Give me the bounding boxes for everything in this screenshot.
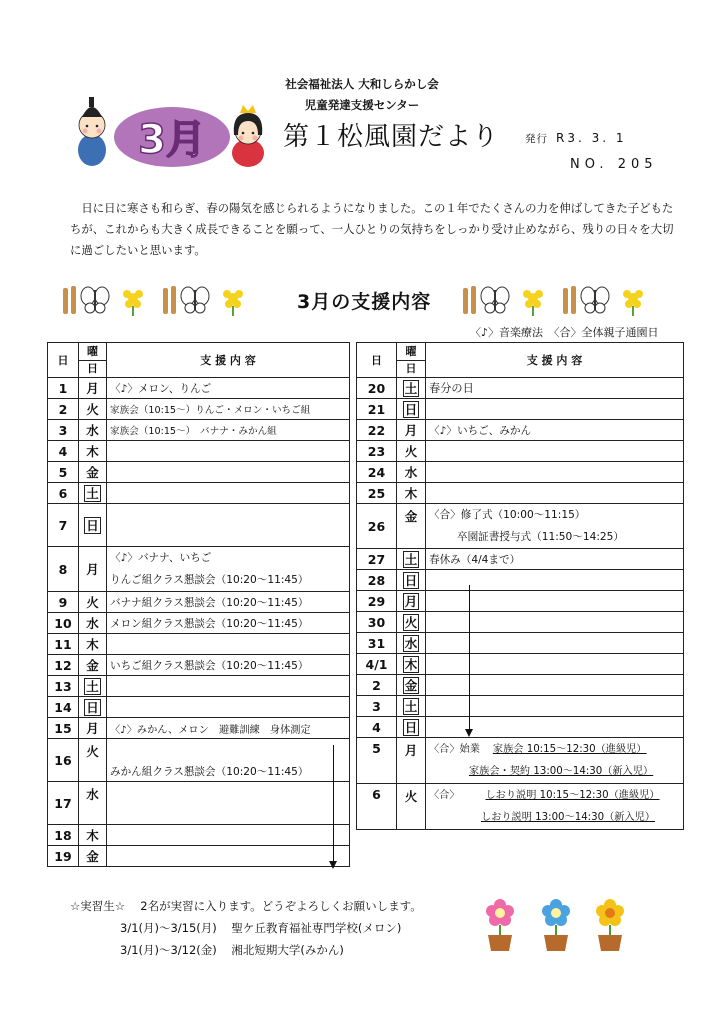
princess-doll-icon <box>232 105 264 167</box>
table-cell <box>426 591 684 612</box>
table-cell: バナナ組クラス懇談会（10:20～11:45） <box>107 592 350 613</box>
table-cell: 22 <box>357 420 397 441</box>
potted-flower-icon <box>542 899 570 951</box>
table-row <box>357 784 684 830</box>
center-name: 児童発達支援センター <box>304 98 420 112</box>
table-row <box>48 782 350 825</box>
table-cell: 土 <box>79 483 107 504</box>
schedule-table-right <box>356 342 684 830</box>
table-cell: 金 <box>79 846 107 867</box>
hina-dolls-badge <box>72 95 272 170</box>
table-cell <box>107 483 350 504</box>
table-cell: 21 <box>357 399 397 420</box>
table-cell: 2 <box>48 399 79 420</box>
table-cell: 日 <box>79 697 107 718</box>
tsukushi-icon <box>63 286 76 314</box>
table-cell: 水 <box>397 633 426 654</box>
table-cell: 24 <box>357 462 397 483</box>
table-cell <box>107 825 350 846</box>
table-cell <box>107 782 350 825</box>
table-row <box>357 378 684 399</box>
table-row <box>48 634 350 655</box>
table-cell: 8 <box>48 547 79 592</box>
table-cell: 6 <box>357 784 397 830</box>
table-row <box>357 462 684 483</box>
table-row <box>48 718 350 739</box>
table-cell: 春分の日 <box>426 378 684 399</box>
table-cell: 3 <box>48 420 79 441</box>
table-cell: 木 <box>397 483 426 504</box>
table-cell: 2 <box>357 675 397 696</box>
potted-flower-icon <box>486 899 514 951</box>
table-cell: 3 <box>357 696 397 717</box>
table-row <box>48 613 350 634</box>
table-row <box>48 846 350 867</box>
arrow-spring-break <box>469 585 470 731</box>
table-row <box>357 591 684 612</box>
table-cell: 16 <box>48 739 79 782</box>
table-cell <box>107 462 350 483</box>
potted-flowers <box>478 895 638 955</box>
newsletter-title: 第１松風園だより <box>283 122 500 152</box>
col-header-content: 支 援 内 容 <box>107 343 350 378</box>
table-cell: 31 <box>357 633 397 654</box>
table-cell: 15 <box>48 718 79 739</box>
table-cell: 水 <box>79 782 107 825</box>
table-cell: 26 <box>357 504 397 549</box>
arrow-left-table <box>333 745 334 863</box>
table-cell: 土 <box>397 378 426 399</box>
col-header-day: 日 <box>357 343 397 378</box>
table-row <box>48 592 350 613</box>
org-name: 社会福祉法人 大和しらかし会 <box>285 77 439 91</box>
rapeseed-flower-icon <box>123 290 143 316</box>
table-cell <box>107 676 350 697</box>
table-row <box>48 462 350 483</box>
table-row <box>48 504 350 547</box>
table-cell: いちご組クラス懇談会（10:20～11:45） <box>107 655 350 676</box>
table-cell: 家族会（10:15～）りんご・メロン・いちご組 <box>107 399 350 420</box>
schedule-table-left <box>47 342 350 867</box>
table-cell: 金 <box>79 462 107 483</box>
col-header-weekday: 曜 日 <box>79 343 107 378</box>
table-cell: 月 <box>79 378 107 399</box>
table-row <box>48 825 350 846</box>
table-row <box>48 378 350 399</box>
table-cell: 27 <box>357 549 397 570</box>
issue-date: R3. 3. 1 <box>556 131 627 145</box>
table-row <box>357 612 684 633</box>
butterfly-icon <box>81 287 109 313</box>
table-cell: 17 <box>48 782 79 825</box>
table-row <box>357 654 684 675</box>
table-cell: 火 <box>397 612 426 633</box>
table-cell <box>107 441 350 462</box>
table-cell <box>426 483 684 504</box>
table-row <box>48 441 350 462</box>
table-cell <box>426 612 684 633</box>
table-cell: 木 <box>79 825 107 846</box>
intro-paragraph: 日に日に寒さも和らぎ、春の陽気を感じられるようになりました。この１年でたくさんの力を伸ばしてきた子どもたちが、これからも大きく成長できることを願って、一人ひとりの気持ちをしっかり受け止めながら、残りの日々を大切に過ごしたいと思います。 <box>70 201 674 257</box>
table-row <box>48 697 350 718</box>
table-cell: 土 <box>397 549 426 570</box>
table-cell: 4/1 <box>357 654 397 675</box>
table-cell: 月 <box>397 738 426 784</box>
table-row <box>357 504 684 549</box>
table-cell <box>107 846 350 867</box>
table-cell: 木 <box>79 441 107 462</box>
table-cell: 28 <box>357 570 397 591</box>
table-cell: メロン組クラス懇談会（10:20～11:45） <box>107 613 350 634</box>
table-cell: 水 <box>79 420 107 441</box>
table-row <box>357 633 684 654</box>
table-cell: 〈合〉修了式（10:00～11:15） 卒園証書授与式（11:50～14:25） <box>426 504 684 549</box>
table-cell <box>426 399 684 420</box>
table-cell: 23 <box>357 441 397 462</box>
table-cell: 火 <box>397 784 426 830</box>
trainee-intro: ☆実習生☆ 2名が実習に入ります。どうぞよろしくお願いします。 <box>70 899 422 913</box>
table-cell: 春休み（4/4まで） <box>426 549 684 570</box>
table-cell: みかん組クラス懇談会（10:20～11:45） <box>107 739 350 782</box>
table-cell: 〈合〉 しおり説明 10:15～12:30（進級児） しおり説明 13:00～14:30（新入児） <box>426 784 684 830</box>
table-cell <box>107 504 350 547</box>
table-cell: 14 <box>48 697 79 718</box>
col-header-content: 支 援 内 容 <box>426 343 684 378</box>
table-row <box>357 549 684 570</box>
table-cell: 29 <box>357 591 397 612</box>
table-cell <box>107 697 350 718</box>
table-row <box>357 675 684 696</box>
table-cell <box>107 634 350 655</box>
table-cell: 木 <box>79 634 107 655</box>
section-title: 3月の支援内容 <box>297 291 432 313</box>
table-cell: 19 <box>48 846 79 867</box>
table-row <box>357 399 684 420</box>
table-row <box>48 420 350 441</box>
table-cell: 日 <box>79 504 107 547</box>
table-cell: 家族会（10:15～） バナナ・みかん組 <box>107 420 350 441</box>
table-cell: 木 <box>397 654 426 675</box>
table-row <box>48 399 350 420</box>
table-cell: 火 <box>79 739 107 782</box>
potted-flower-icon <box>596 899 624 951</box>
table-row <box>48 483 350 504</box>
table-cell: 日 <box>397 717 426 738</box>
table-cell: 日 <box>397 399 426 420</box>
trainee-notes <box>70 895 422 961</box>
table-cell: 〈♪〉みかん、メロン 避難訓練 身体測定 <box>107 718 350 739</box>
table-cell <box>426 441 684 462</box>
legend: 〈♪〉音楽療法 〈合〉全体親子通園日 <box>470 326 659 339</box>
table-row <box>357 420 684 441</box>
table-cell: 4 <box>48 441 79 462</box>
table-cell <box>426 570 684 591</box>
table-cell <box>426 675 684 696</box>
table-cell: 火 <box>79 399 107 420</box>
table-row <box>48 655 350 676</box>
col-header-weekday: 曜 日 <box>397 343 426 378</box>
table-row <box>357 570 684 591</box>
issue-number: NO. 205 <box>570 157 658 172</box>
table-cell: 12 <box>48 655 79 676</box>
table-cell: 日 <box>397 570 426 591</box>
table-cell: 10 <box>48 613 79 634</box>
table-cell: 〈合〉始業 家族会 10:15～12:30（進級児） 家族会・契約 13:00～14:30（新入児） <box>426 738 684 784</box>
table-cell: 6 <box>48 483 79 504</box>
table-cell: 月 <box>79 547 107 592</box>
table-cell: 5 <box>48 462 79 483</box>
col-header-day: 日 <box>48 343 79 378</box>
table-cell: 13 <box>48 676 79 697</box>
table-row <box>48 676 350 697</box>
trainee-line-1: 3/1(月)～3/15(月) 聖ケ丘教育福祉専門学校(メロン) <box>120 921 402 935</box>
table-cell: 9 <box>48 592 79 613</box>
arrowhead <box>329 861 337 869</box>
table-cell: 18 <box>48 825 79 846</box>
table-row <box>48 739 350 782</box>
table-cell: 〈♪〉メロン、りんご <box>107 378 350 399</box>
table-cell: 金 <box>397 675 426 696</box>
issue-line <box>525 131 627 146</box>
table-cell: 月 <box>79 718 107 739</box>
table-cell: 7 <box>48 504 79 547</box>
table-cell <box>426 654 684 675</box>
table-cell: 4 <box>357 717 397 738</box>
table-cell: 25 <box>357 483 397 504</box>
table-cell: 月 <box>397 420 426 441</box>
table-cell: 30 <box>357 612 397 633</box>
table-row <box>357 738 684 784</box>
table-cell: 〈♪〉バナナ、いちご りんご組クラス懇談会（10:20～11:45） <box>107 547 350 592</box>
table-cell: 5 <box>357 738 397 784</box>
table-cell: 1 <box>48 378 79 399</box>
table-cell: 火 <box>397 441 426 462</box>
table-cell: 水 <box>79 613 107 634</box>
prince-doll-icon <box>78 97 106 166</box>
table-row <box>48 547 350 592</box>
table-cell <box>426 696 684 717</box>
table-row <box>357 483 684 504</box>
table-cell <box>426 633 684 654</box>
table-cell: 火 <box>79 592 107 613</box>
table-cell: 〈♪〉いちご、みかん <box>426 420 684 441</box>
table-cell <box>426 462 684 483</box>
table-cell: 土 <box>397 696 426 717</box>
table-cell: 金 <box>79 655 107 676</box>
table-cell: 水 <box>397 462 426 483</box>
trainee-line-2: 3/1(月)～3/12(金) 湘北短期大学(みかん) <box>120 943 344 957</box>
table-cell: 20 <box>357 378 397 399</box>
table-cell: 11 <box>48 634 79 655</box>
issue-label: 発行 <box>525 133 548 145</box>
table-row <box>357 696 684 717</box>
arrowhead <box>465 729 473 737</box>
table-row <box>357 717 684 738</box>
table-cell: 土 <box>79 676 107 697</box>
table-cell: 金 <box>397 504 426 549</box>
table-cell: 月 <box>397 591 426 612</box>
table-row <box>357 441 684 462</box>
month-badge: 3月 <box>138 117 206 163</box>
